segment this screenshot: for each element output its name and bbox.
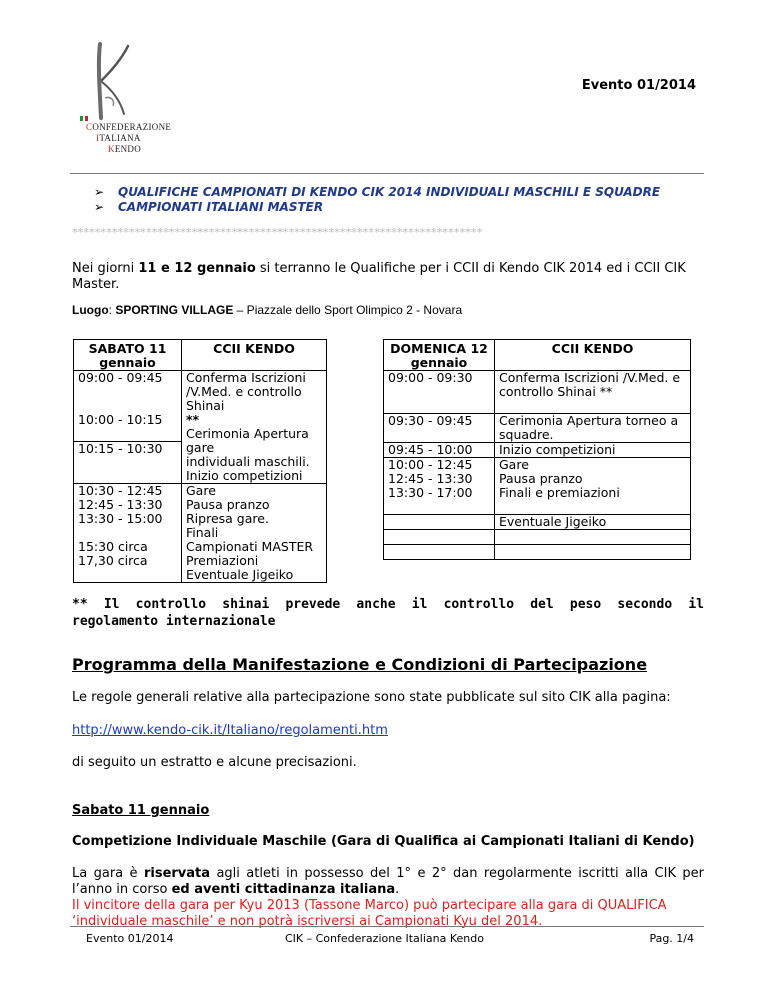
winner-note: Il vincitore della gara per Kyu 2013 (Tassone Marco) può partecipare alla gara di QUALIFICA ‘individuale maschile’ e non potrà iscriversi ai Campionati Kyu del 2014. [72, 898, 667, 929]
table-row [384, 530, 691, 545]
title-list [94, 185, 660, 215]
footer-page-number: Pag. 1/4 [649, 932, 694, 945]
title-item: ➢ QUALIFICHE CAMPIONATI DI KENDO CIK 2014 INDIVIDUALI MASCHILI E SQUADRE [94, 185, 661, 199]
footer-event-code: Evento 01/2014 [86, 932, 174, 945]
day-heading: Sabato 11 gennaio [72, 803, 210, 818]
saturday-events-1: Conferma Iscrizioni /V.Med. e controllo Shinai ** Cerimonia Apertura gare individuali maschili. Inizio competizioni [182, 371, 327, 484]
extract-paragraph: di seguito un estratto e alcune precisazioni. [72, 755, 357, 770]
saturday-events-2: Gare Pausa pranzo Ripresa gare. Finali Campionati MASTER Premiazioni Eventuale Jigeiko [182, 484, 327, 583]
sunday-col-header: CCII KENDO [495, 340, 691, 371]
program-paragraph: Le regole generali relative alla partecipazione sono state pubblicate sul sito CIK alla pagina: [72, 690, 671, 705]
saturday-times-2: 10:30 - 12:45 12:45 - 13:30 13:30 - 15:00 15:30 circa 17,30 circa [74, 484, 182, 583]
table-row: 09:45 - 10:00 Inizio competizioni [384, 443, 691, 458]
footer-divider [70, 926, 704, 927]
sunday-event-1: Conferma Iscrizioni /V.Med. e controllo Shinai ** [495, 371, 691, 414]
table-row [384, 545, 691, 560]
table-row [74, 484, 327, 583]
regulations-link-wrap [72, 723, 704, 739]
org-name: CONFEDERAZIONE ITALIANA KENDO [86, 122, 172, 154]
event-code: Evento 01/2014 [581, 78, 696, 93]
table-row: Eventuale Jigeiko [384, 515, 691, 530]
header-divider [70, 173, 704, 174]
venue-line: Luogo: SPORTING VILLAGE – Piazzale dello Sport Olimpico 2 - Novara [72, 303, 463, 317]
saturday-day-header: SABATO 11 gennaio [74, 340, 182, 371]
program-heading: Programma della Manifestazione e Condizioni di Partecipazione [72, 655, 648, 674]
table-row: 09:30 - 09:45 Cerimonia Apertura torneo a squadre. [384, 414, 691, 443]
saturday-col-header: CCII KENDO [182, 340, 327, 371]
table-row: 10:00 - 12:45 12:45 - 13:30 13:30 - 17:00 Gare Pausa pranzo Finali e premiazioni [384, 458, 691, 515]
sunday-schedule-table [383, 339, 691, 560]
italian-flag-icon [80, 116, 88, 121]
arrow-bullet-icon: ➢ [94, 185, 105, 199]
table-row [74, 371, 327, 484]
competition-heading: Competizione Individuale Maschile (Gara di Qualifica ai Campionati Italiani di Kendo) [72, 834, 695, 849]
saturday-times-1: 09:00 - 09:45 10:00 - 10:15 10:15 - 10:30 [74, 371, 182, 484]
saturday-schedule-table [73, 339, 327, 583]
regulations-link[interactable]: http://www.kendo-cik.it/Italiano/regolamenti.htm [72, 723, 388, 738]
title-item: ➢ CAMPIONATI ITALIANI MASTER [94, 200, 324, 214]
shinai-note: ** Il controllo shinai prevede anche il controllo del peso secondo il regolamento internazionale [72, 597, 704, 629]
intro-paragraph: Nei giorni 11 e 12 gennaio si terranno le Qualifiche per i CCII di Kendo CIK 2014 ed i CCII CIK Master. [72, 261, 686, 292]
asterisk-separator: ************************************************************************ [72, 226, 483, 239]
sunday-day-header: DOMENICA 12 gennaio [384, 340, 495, 371]
eligibility-paragraph: La gara è riservata agli atleti in possesso del 1° e 2° dan regolarmente iscritti alla CIK per l’anno in corso ed aventi cittadinanza italiana. [72, 866, 704, 897]
arrow-bullet-icon: ➢ [94, 200, 105, 214]
footer-org: CIK – Confederazione Italiana Kendo [285, 932, 484, 945]
table-row: 09:00 - 09:30 Conferma Iscrizioni /V.Med. e controllo Shinai ** [384, 371, 691, 414]
cik-logo [78, 40, 148, 120]
